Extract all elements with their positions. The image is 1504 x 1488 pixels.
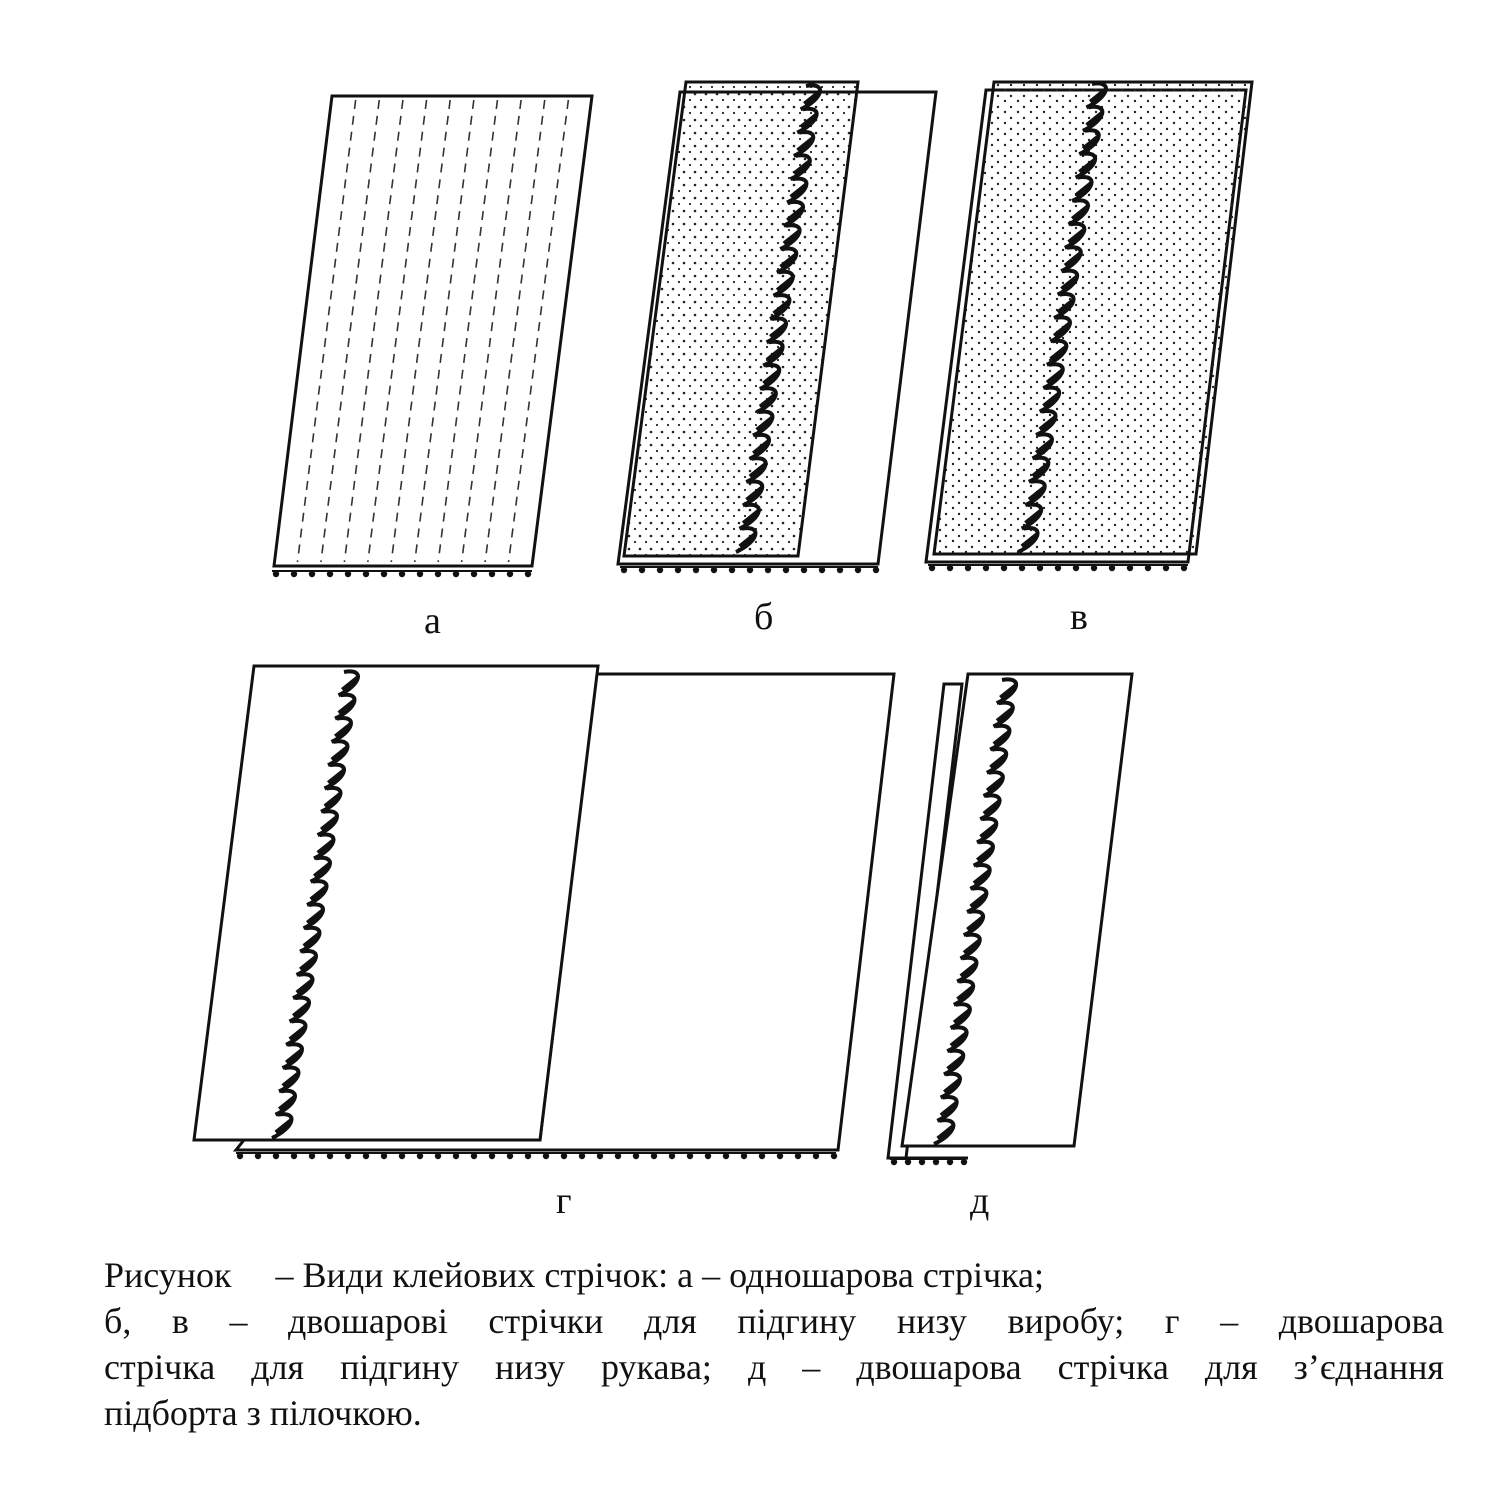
edge-dot [639, 567, 645, 573]
tape-v [926, 82, 1252, 571]
panel-label-a: а [424, 600, 441, 642]
edge-dot [345, 571, 351, 577]
tape-d [888, 674, 1132, 1165]
caption-line-3: стрічка для підгину низу рукава; д – двошарова стрічка для з’єднання [104, 1347, 1444, 1387]
edge-dot [765, 567, 771, 573]
edge-dot [777, 1153, 783, 1159]
edge-dot [237, 1153, 243, 1159]
tape-a-edge-dots [272, 571, 532, 577]
edge-dot [327, 1153, 333, 1159]
edge-dot [1181, 565, 1187, 571]
edge-dot [855, 567, 861, 573]
tape-b [618, 82, 936, 573]
edge-dot [525, 1153, 531, 1159]
edge-dot [543, 1153, 549, 1159]
caption-line-4: підборта з пілочкою. [104, 1393, 422, 1433]
edge-dot [819, 567, 825, 573]
edge-dot [1145, 565, 1151, 571]
edge-dot [741, 1153, 747, 1159]
edge-dot [891, 1159, 897, 1165]
edge-dot [795, 1153, 801, 1159]
edge-dot [1073, 565, 1079, 571]
edge-dot [873, 567, 879, 573]
edge-dot [399, 571, 405, 577]
edge-dot [669, 1153, 675, 1159]
edge-dot [597, 1153, 603, 1159]
edge-dot [363, 1153, 369, 1159]
edge-dot [801, 567, 807, 573]
tape-g [194, 666, 894, 1159]
edge-dot [947, 1159, 953, 1165]
edge-dot [933, 1159, 939, 1165]
edge-dot [453, 1153, 459, 1159]
edge-dot [507, 1153, 513, 1159]
edge-dot [309, 571, 315, 577]
edge-dot [1163, 565, 1169, 571]
edge-dot [435, 1153, 441, 1159]
tape-b-edge-dots [620, 567, 879, 573]
edge-dot [759, 1153, 765, 1159]
edge-dot [363, 571, 369, 577]
edge-dot [947, 565, 953, 571]
tape-d-edge-dots [890, 1159, 967, 1165]
edge-dot [783, 567, 789, 573]
edge-dot [417, 1153, 423, 1159]
edge-dot [471, 571, 477, 577]
edge-dot [813, 1153, 819, 1159]
edge-dot [1091, 565, 1097, 571]
edge-dot [309, 1153, 315, 1159]
edge-dot [579, 1153, 585, 1159]
edge-dot [345, 1153, 351, 1159]
edge-dot [327, 571, 333, 577]
edge-dot [381, 571, 387, 577]
edge-dot [291, 1153, 297, 1159]
edge-dot [693, 567, 699, 573]
edge-dot [291, 571, 297, 577]
panel-label-v: в [1070, 596, 1088, 638]
edge-dot [381, 1153, 387, 1159]
edge-dot [489, 1153, 495, 1159]
edge-dot [837, 567, 843, 573]
tape-a [272, 96, 592, 577]
edge-dot [1055, 565, 1061, 571]
edge-dot [983, 565, 989, 571]
edge-dot [747, 567, 753, 573]
edge-dot [1019, 565, 1025, 571]
edge-dot [705, 1153, 711, 1159]
edge-dot [651, 1153, 657, 1159]
edge-dot [435, 571, 441, 577]
tape-v-edge-dots [928, 565, 1188, 571]
edge-dot [621, 567, 627, 573]
edge-dot [255, 1153, 261, 1159]
panel-label-b: б [754, 596, 774, 638]
panel-label-g: г [556, 1180, 572, 1222]
edge-dot [273, 1153, 279, 1159]
caption-line-1 [104, 1252, 1444, 1298]
edge-dot [929, 565, 935, 571]
edge-dot [723, 1153, 729, 1159]
edge-dot [453, 571, 459, 577]
edge-dot [1037, 565, 1043, 571]
edge-dot [633, 1153, 639, 1159]
edge-dot [1127, 565, 1133, 571]
edge-dot [1109, 565, 1115, 571]
edge-dot [417, 571, 423, 577]
edge-dot [399, 1153, 405, 1159]
edge-dot [687, 1153, 693, 1159]
edge-dot [489, 571, 495, 577]
edge-dot [919, 1159, 925, 1165]
edge-dot [525, 571, 531, 577]
edge-dot [615, 1153, 621, 1159]
edge-dot [831, 1153, 837, 1159]
edge-dot [729, 567, 735, 573]
edge-dot [711, 567, 717, 573]
tape-g-edge-dots [236, 1153, 837, 1159]
edge-dot [675, 567, 681, 573]
figure-caption [104, 1252, 1444, 1436]
caption-prefix: Рисунок [104, 1255, 232, 1295]
edge-dot [961, 1159, 967, 1165]
caption-line-2: б, в – двошарові стрічки для підгину низу виробу; г – двошарова [104, 1301, 1444, 1341]
edge-dot [657, 567, 663, 573]
edge-dot [965, 565, 971, 571]
edge-dot [471, 1153, 477, 1159]
edge-dot [905, 1159, 911, 1165]
edge-dot [507, 571, 513, 577]
panel-label-d: д [970, 1180, 990, 1222]
edge-dot [1001, 565, 1007, 571]
edge-dot [561, 1153, 567, 1159]
edge-dot [273, 571, 279, 577]
caption-line1-text: – Види клейових стрічок: а – одношарова стрічка; [275, 1255, 1045, 1295]
